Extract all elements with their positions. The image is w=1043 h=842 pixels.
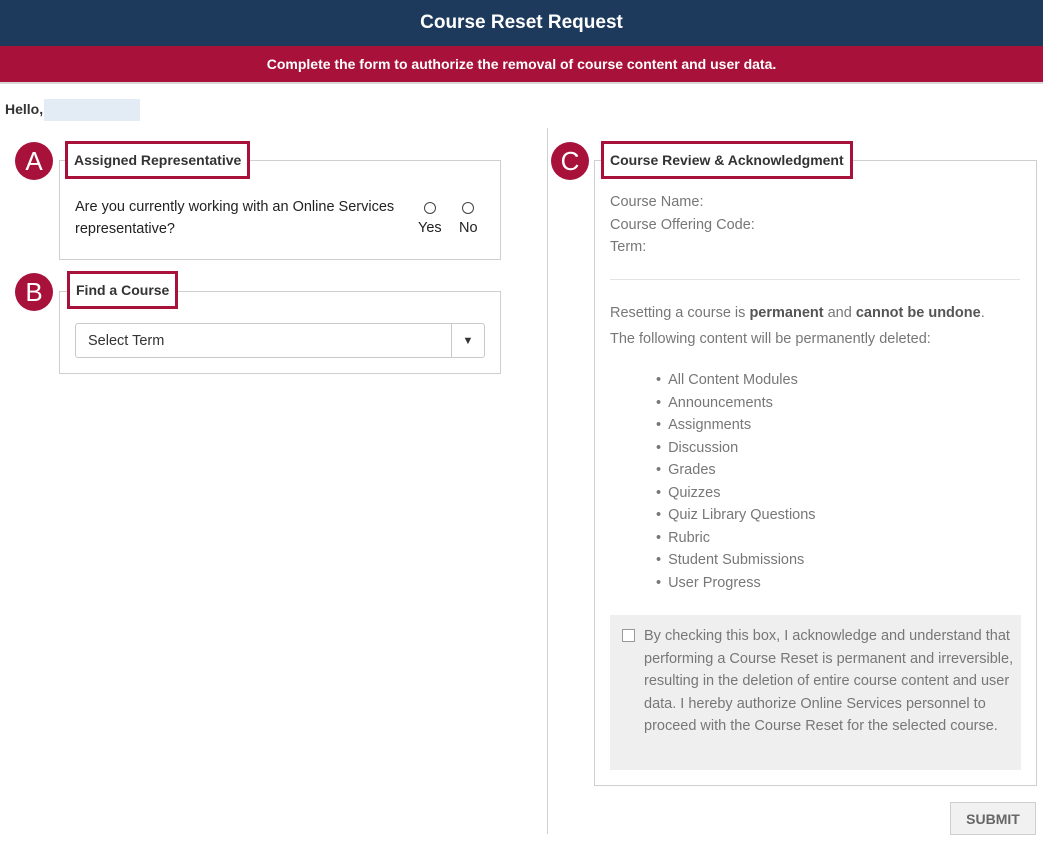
section-c-badge: C <box>551 142 589 180</box>
term-select[interactable] <box>75 323 485 358</box>
instructions-text: Complete the form to authorize the removal of course content and user data. <box>266 56 777 72</box>
course-name-label: Course Name: <box>610 194 704 210</box>
term-select-value: Select Term <box>88 332 165 349</box>
page-title: Course Reset Request <box>420 12 623 33</box>
warning-text-start: Resetting a course is <box>610 305 750 321</box>
reset-warning <box>610 305 985 321</box>
list-item: • Assignments <box>656 414 816 437</box>
radio-yes-label: Yes <box>418 220 442 236</box>
list-item: • Quiz Library Questions <box>656 504 816 527</box>
list-item: • Discussion <box>656 437 816 460</box>
list-item: • All Content Modules <box>656 369 816 392</box>
radio-no-label: No <box>459 220 478 236</box>
radio-no-circle[interactable] <box>462 202 474 214</box>
list-item: • Rubric <box>656 527 816 550</box>
list-item: • Grades <box>656 459 816 482</box>
list-item: • User Progress <box>656 572 816 595</box>
user-name-redacted <box>44 99 140 121</box>
warning-text-end: . <box>980 305 985 321</box>
page-title-bar <box>0 0 1043 46</box>
representative-question: Are you currently working with an Online Services representative? <box>75 199 395 237</box>
warning-text-mid: and <box>823 305 856 321</box>
section-b-badge: B <box>15 273 53 311</box>
acknowledgment-box <box>610 615 1021 770</box>
warning-cannot-undo: cannot be undone <box>855 305 981 321</box>
section-a-badge: A <box>15 142 53 180</box>
list-item: • Announcements <box>656 392 816 415</box>
assigned-representative-legend: Assigned Representative <box>65 141 250 179</box>
course-review-legend: Course Review & Acknowledgment <box>601 141 853 179</box>
greeting: Hello, <box>5 101 44 117</box>
submit-button[interactable]: SUBMIT <box>950 802 1036 835</box>
radio-yes[interactable] <box>418 202 442 236</box>
course-offering-code-label: Course Offering Code: <box>610 217 755 233</box>
review-divider <box>610 279 1020 280</box>
radio-yes-circle[interactable] <box>424 202 436 214</box>
instructions-banner <box>0 46 1043 84</box>
warning-permanent: permanent <box>749 305 824 321</box>
find-course-legend: Find a Course <box>67 271 178 309</box>
radio-no[interactable] <box>459 202 478 236</box>
chevron-down-icon[interactable]: ▼ <box>451 324 484 357</box>
term-label: Term: <box>610 239 647 255</box>
acknowledgment-checkbox[interactable] <box>622 629 635 642</box>
list-item: • Student Submissions <box>656 549 816 572</box>
deleted-content-list <box>656 369 816 594</box>
acknowledgment-text: By checking this box, I acknowledge and understand that performing a Course Reset is permanent and irreversible, resulting in the deletion of entire course content and user data. I hereby authorize Online Services personnel to proceed with the Course Reset for the selected course. <box>644 628 1014 734</box>
deletion-intro: The following content will be permanently deleted: <box>610 331 931 347</box>
column-divider <box>547 128 548 834</box>
list-item: • Quizzes <box>656 482 816 505</box>
